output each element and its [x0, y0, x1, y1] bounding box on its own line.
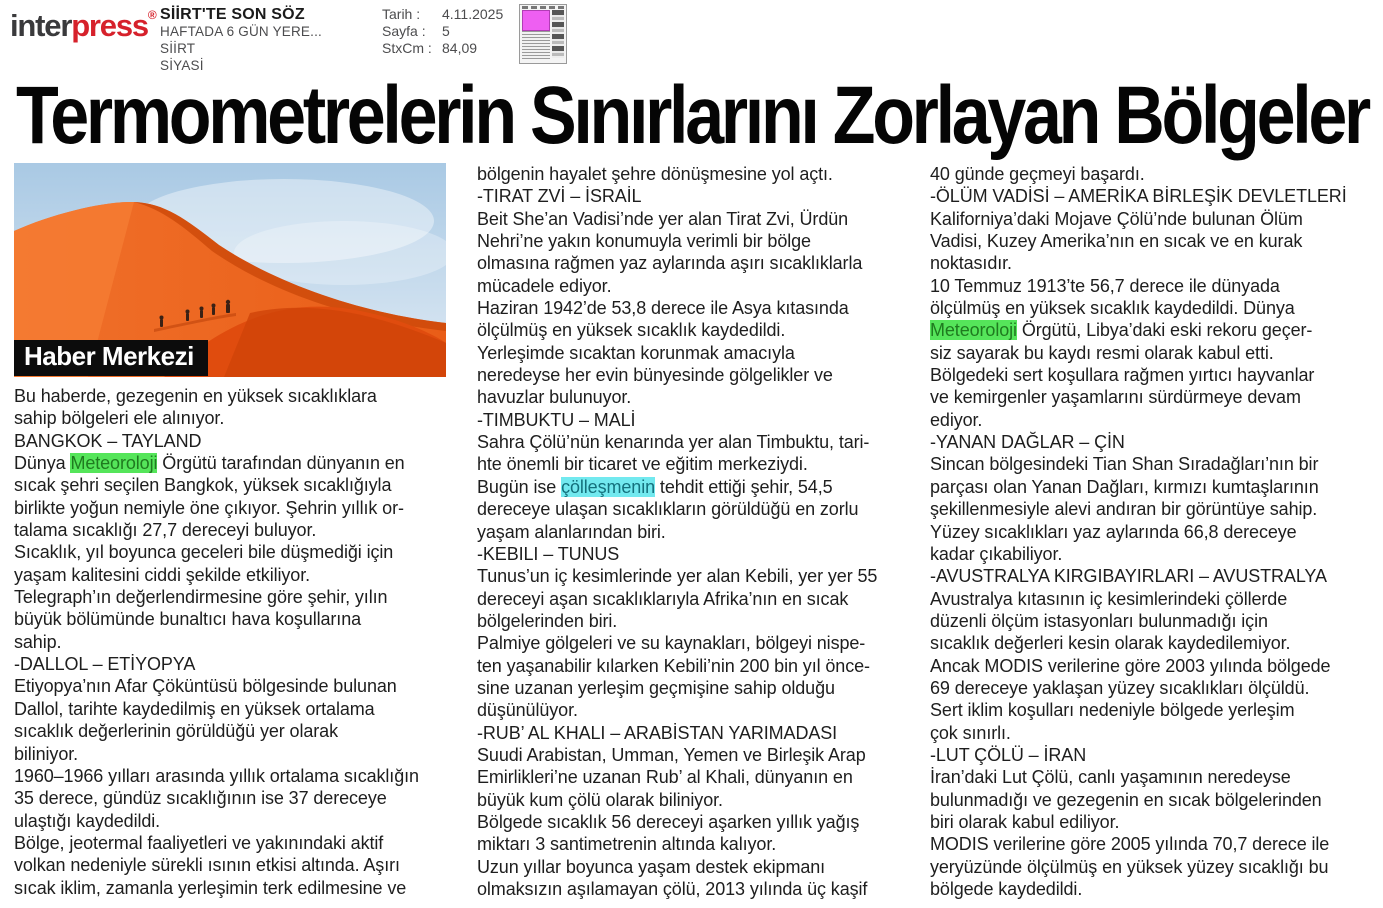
publication-name: SİİRT'TE SON SÖZ — [160, 6, 305, 23]
article-line: hte önemli bir ticaret ve eğitim merkeziydi. — [477, 454, 808, 475]
article-line: -YANAN DAĞLAR – ÇİN — [930, 432, 1125, 453]
article-line: dereceye ulaşan sıcaklıkların görüldüğü en zorlu — [477, 499, 859, 520]
article-line: ulaştığı kaydedildi. — [14, 810, 161, 831]
article-line: havuzlar bulunuyor. — [477, 387, 632, 408]
article-line: parçası olan Yanan Dağları, kırmızı kumtaşlarının — [930, 476, 1319, 497]
text-segment: Dünya — [14, 453, 71, 474]
article-line: ve kemirgenler yaşamlarını sürdürmeye devam — [930, 387, 1301, 408]
article-line: 35 derece, gündüz sıcaklığının ise 37 dereceye — [14, 788, 387, 809]
article-line: 69 dereceye yaklaşan yüzey sıcaklıkları ölçüldü. — [930, 677, 1310, 698]
photo-caption: Haber Merkezi — [14, 340, 208, 376]
column-3-text — [930, 163, 1380, 900]
article-line: 10 Temmuz 1913’te 56,7 derece ile dünyada — [930, 275, 1280, 296]
registered-mark: ® — [147, 8, 156, 22]
text-segment: Örgütü, Libya’daki eski rekoru geçer- — [1016, 320, 1313, 341]
meta-row-date — [382, 6, 503, 23]
article-line: Uzun yıllar boyunca yaşam destek ekipmanı — [477, 856, 826, 877]
article-line: sıcak şehri seçilen Bangkok, yüksek sıcaklığıyla — [14, 475, 392, 496]
article-line: Bölgede sıcaklık 56 dereceyi aşarken yıllık yağış — [477, 811, 860, 832]
headline-text: Termometrelerin Sınırlarını Zorlayan Bölgeler — [16, 68, 1368, 161]
article-line: sıcak iklim, zamanla yerleşimin terk edilmesine ve — [14, 877, 407, 898]
article-line: Sahra Çölü’nün kenarında yer alan Timbuktu, tari- — [477, 432, 870, 453]
article-line — [14, 452, 455, 474]
article-line: şekillenmesiyle alevi andıran bir görüntüye sahip. — [930, 499, 1318, 520]
article-line: birlikte yoğun nemiyle öne çıkıyor. Şehrin yıllık or- — [14, 497, 404, 518]
article-line: bölgenin hayalet şehre dönüşmesine yol açtı. — [477, 164, 833, 184]
article-line: Nehri’ne yakın konumuyla verimli bir bölge — [477, 231, 811, 252]
article-line: -LUT ÇÖLÜ – İRAN — [930, 744, 1087, 765]
article-column-1 — [14, 163, 455, 899]
article-line: bulunmadığı ve gezegenin en sıcak bölgelerinden — [930, 789, 1322, 810]
article-line: biri olarak kabul ediliyor. — [930, 811, 1120, 832]
article-line: noktasıdır. — [930, 253, 1012, 274]
article-line: Sert iklim koşulları nedeniyle bölgede yerleşim — [930, 700, 1295, 721]
article-line: İran’daki Lut Çölü, canlı yaşamının neredeyse — [930, 767, 1291, 788]
article-headline — [16, 68, 1376, 161]
meta-row-page — [382, 23, 503, 40]
article-column-2 — [477, 163, 921, 900]
thumbnail-right-column — [552, 10, 564, 58]
article-line: sıcaklık değerlerinin görüldüğü yer olarak — [14, 721, 338, 742]
article-line: -KEBILI – TUNUS — [477, 543, 620, 564]
article-line: MODIS verilerine göre 2005 yılında 70,7 derece ile — [930, 834, 1330, 855]
article-line — [930, 319, 1380, 341]
article-line: sahip bölgeleri ele alınıyor. — [14, 408, 225, 429]
highlighted-keyword: çölleşmenin — [561, 476, 656, 497]
article-line: Vadisi, Kuzey Amerika’nın en sıcak ve en kurak — [930, 231, 1303, 252]
article-line: olmasına rağmen yaz aylarında aşırı sıcaklıklarla — [477, 253, 863, 274]
highlighted-keyword: Meteoroloji — [70, 453, 158, 474]
article-line: BANGKOK – TAYLAND — [14, 430, 202, 451]
column-2-text — [477, 163, 921, 900]
article-line: Ancak MODIS verilerine göre 2003 yılında bölgede — [930, 655, 1331, 676]
meta-label-stxcm: StxCm : — [382, 40, 432, 56]
highlighted-keyword: Meteoroloji — [930, 320, 1017, 341]
article-line: ediyor. — [930, 409, 983, 430]
thumbnail-masthead — [522, 6, 564, 9]
publication-city: SİİRT — [160, 41, 196, 56]
article-line: -RUB’ AL KHALI – ARABİSTAN YARIMADASI — [477, 722, 838, 743]
article-line: Dallol, tarihte kaydedilmiş en yüksek ortalama — [14, 698, 375, 719]
article-line: neredeyse her evin bünyesinde gölgelikler ve — [477, 365, 833, 386]
publication-category: SİYASİ — [160, 58, 204, 73]
article-line: Sıcaklık, yıl boyunca geceleri bile düşmediği için — [14, 542, 394, 563]
logo-part-press: press — [71, 8, 148, 43]
thumbnail-text-rows — [522, 31, 550, 59]
article-line: Haziran 1942’de 53,8 derece ile Asya kıtasında — [477, 298, 849, 319]
article-line: 40 günde geçmeyi başardı. — [930, 164, 1145, 184]
article-line: siz sayarak bu kaydı resmi olarak kabul etti. — [930, 342, 1274, 363]
article-line: Bu haberde, gezegenin en yüksek sıcaklıklara — [14, 386, 377, 406]
article-line: Palmiye gölgeleri ve su kaynakları, bölgeyi nispe- — [477, 633, 866, 654]
article-line: Bölgedeki sert koşullara rağmen yırtıcı hayvanlar — [930, 365, 1315, 386]
article-line: düzenli ölçüm istasyonları bulunmadığı için — [930, 610, 1268, 631]
publication-frequency: HAFTADA 6 GÜN YERE... — [160, 24, 322, 39]
article-line: Kaliforniya’daki Mojave Çölü’nde bulunan Ölüm — [930, 208, 1303, 229]
article-line: büyük bölümünde bunaltıcı hava koşullarına — [14, 609, 362, 630]
article-line: büyük kum çölü olarak biliniyor. — [477, 789, 723, 810]
article-line: -TIMBUKTU – MALİ — [477, 409, 636, 430]
article-line: Suudi Arabistan, Umman, Yemen ve Birleşik Arap — [477, 744, 866, 765]
article-line: sıcaklık değerleri kesin olarak kaydedilemiyor. — [930, 633, 1291, 654]
logo-part-inter: inter — [10, 8, 72, 43]
article-line: ölçülmüş en yüksek sıcaklık kaydedildi. Dünya — [930, 298, 1295, 319]
article-line: Beit She’an Vadisi’nde yer alan Tirat Zvi, Ürdün — [477, 208, 849, 229]
article-line: -DALLOL – ETİYOPYA — [14, 654, 196, 675]
desert-photo — [14, 163, 446, 377]
page-thumbnail — [519, 4, 567, 64]
article-line: bölgede kaydedildi. — [930, 879, 1083, 899]
article-line: Sincan bölgesindeki Tian Shan Sıradağları’nın bir — [930, 454, 1319, 475]
article-line: Yüzey sıcaklıkları yaz aylarında 66,8 dereceye — [930, 521, 1297, 542]
meta-value-date: 4.11.2025 — [442, 6, 504, 22]
article-column-3 — [930, 163, 1380, 900]
publication-info — [160, 6, 322, 74]
meta-row-stxcm — [382, 40, 503, 57]
article-line: yaşam kalitesini ciddi şekilde etkiliyor. — [14, 564, 311, 585]
article-line: dereceyi aşan sıcaklıklarıyla Afrika’nın en sıcak — [477, 588, 849, 609]
article-line: ölçülmüş en yüksek sıcaklık kaydedildi. — [477, 320, 786, 341]
text-segment: tehdit ettiği şehir, 54,5 — [655, 476, 833, 497]
interpress-logo — [10, 8, 156, 44]
article-line: volkan nedeniyle sürekli ısının etkisi altında. Aşırı — [14, 855, 400, 876]
article-line: ten yaşanabilir kılarken Kebili’nin 200 bin yıl önce- — [477, 655, 870, 676]
text-segment: Bugün ise — [477, 476, 562, 497]
meta-value-stxcm: 84,09 — [442, 40, 478, 56]
article-line: Etiyopya’nın Afar Çöküntüsü bölgesinde bulunan — [14, 676, 397, 697]
article-line: -TIRAT ZVİ – İSRAİL — [477, 186, 642, 207]
article-line: -AVUSTRALYA KIRGIBAYIRLARI – AVUSTRALYA — [930, 566, 1327, 587]
article-line: yaşam alanlarından biri. — [477, 521, 666, 542]
article-line: 1960–1966 yılları arasında yıllık ortalama sıcaklığın — [14, 765, 419, 786]
thumbnail-article-highlight — [522, 10, 550, 31]
clipping-meta — [382, 6, 503, 57]
article-line: düşünülüyor. — [477, 700, 578, 721]
article-line: Avustralya kıtasının iç kesimlerindeki çöllerde — [930, 588, 1288, 609]
meta-value-page: 5 — [442, 23, 450, 39]
article-line: bölgelerinden biri. — [477, 610, 618, 631]
article-line: Bölge, jeotermal faaliyetleri ve yakınındaki aktif — [14, 832, 384, 853]
article-line: Tunus’un iç kesimlerinde yer alan Kebili, yer yer 55 — [477, 566, 878, 587]
article-line: Emirlikleri’ne uzanan Rub’ al Khali, dünyanın en — [477, 767, 853, 788]
article-line: biliniyor. — [14, 743, 79, 764]
article-line: çok sınırlı. — [930, 722, 1011, 743]
article-line: Yerleşimde sıcaktan korunmak amacıyla — [477, 342, 795, 363]
article-line: olmaksızın aşılamayan çölü, 2013 yılında üç kaşif — [477, 879, 868, 899]
article-line — [477, 476, 921, 498]
meta-label-date: Tarih : — [382, 6, 421, 22]
article-line: kadar çıkabiliyor. — [930, 543, 1063, 564]
article-line: sine uzanan yerleşim geçmişine sahip olduğu — [477, 677, 835, 698]
text-segment: Örgütü tarafından dünyanın en — [157, 453, 405, 474]
article-line: miktarı 3 santimetrenin altında kalıyor. — [477, 834, 777, 855]
article-line: sahip. — [14, 631, 62, 652]
article-line: Telegraph’ın değerlendirmesine göre şehir, yılın — [14, 587, 388, 608]
article-line: mücadele ediyor. — [477, 275, 612, 296]
article-line: -ÖLÜM VADİSİ – AMERİKA BİRLEŞİK DEVLETLERİ — [930, 186, 1347, 207]
article-line: yeryüzünde ölçülmüş en yüksek yüzey sıcaklığı bu — [930, 856, 1329, 877]
article-line: talama sıcaklığı 27,7 dereceyi buluyor. — [14, 520, 317, 541]
meta-label-page: Sayfa : — [382, 23, 426, 39]
column-1-text — [14, 385, 455, 899]
